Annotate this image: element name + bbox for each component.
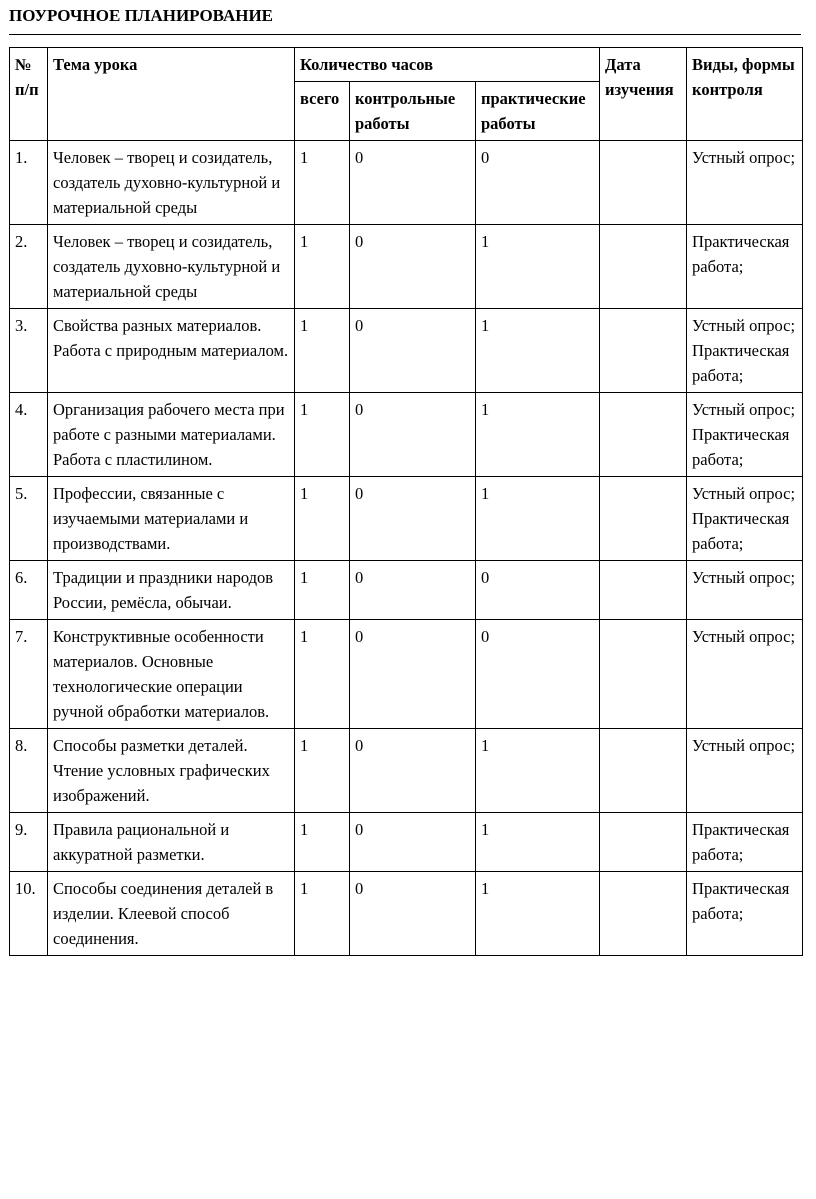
header-practical: практические работы xyxy=(476,82,600,141)
header-topic: Тема урока xyxy=(48,48,295,141)
cell-practical: 1 xyxy=(476,225,600,309)
header-row xyxy=(10,48,803,82)
table-row xyxy=(10,393,803,477)
cell-num: 5. xyxy=(10,477,48,561)
cell-total: 1 xyxy=(295,477,350,561)
cell-topic: Свойства разных материалов. Работа с природным материалом. xyxy=(48,309,295,393)
cell-total: 1 xyxy=(295,393,350,477)
cell-practical: 1 xyxy=(476,393,600,477)
table-row xyxy=(10,477,803,561)
cell-total: 1 xyxy=(295,813,350,872)
cell-practical: 1 xyxy=(476,872,600,956)
cell-num: 7. xyxy=(10,620,48,729)
cell-date xyxy=(600,141,687,225)
cell-total: 1 xyxy=(295,225,350,309)
cell-topic: Конструктивные особенности материалов. Основные технологические операции ручной обработки материалов. xyxy=(48,620,295,729)
cell-practical: 1 xyxy=(476,477,600,561)
cell-date xyxy=(600,309,687,393)
cell-date xyxy=(600,393,687,477)
cell-num: 4. xyxy=(10,393,48,477)
cell-topic: Организация рабочего места при работе с разными материалами. Работа с пластилином. xyxy=(48,393,295,477)
cell-form: Практическая работа; xyxy=(687,225,803,309)
cell-date xyxy=(600,561,687,620)
cell-topic: Профессии, связанные с изучаемыми материалами и производствами. xyxy=(48,477,295,561)
table-row xyxy=(10,813,803,872)
table-row xyxy=(10,141,803,225)
table-row xyxy=(10,620,803,729)
cell-num: 3. xyxy=(10,309,48,393)
table-row xyxy=(10,225,803,309)
cell-practical: 0 xyxy=(476,620,600,729)
cell-practical: 1 xyxy=(476,813,600,872)
cell-date xyxy=(600,225,687,309)
cell-control: 0 xyxy=(350,620,476,729)
cell-control: 0 xyxy=(350,225,476,309)
cell-form: Устный опрос; xyxy=(687,141,803,225)
table-row xyxy=(10,561,803,620)
header-date: Дата изучения xyxy=(600,48,687,141)
cell-num: 8. xyxy=(10,729,48,813)
cell-date xyxy=(600,872,687,956)
header-forms: Виды, формы контроля xyxy=(687,48,803,141)
cell-num: 1. xyxy=(10,141,48,225)
cell-num: 6. xyxy=(10,561,48,620)
cell-form: Устный опрос; Практическая работа; xyxy=(687,309,803,393)
cell-num: 10. xyxy=(10,872,48,956)
cell-practical: 1 xyxy=(476,729,600,813)
cell-control: 0 xyxy=(350,729,476,813)
cell-form: Устный опрос; xyxy=(687,729,803,813)
cell-form: Устный опрос; Практическая работа; xyxy=(687,477,803,561)
title-divider xyxy=(9,34,801,35)
cell-control: 0 xyxy=(350,393,476,477)
cell-form: Устный опрос; xyxy=(687,561,803,620)
cell-form: Устный опрос; xyxy=(687,620,803,729)
cell-date xyxy=(600,729,687,813)
cell-num: 9. xyxy=(10,813,48,872)
header-num: № п/п xyxy=(10,48,48,141)
cell-date xyxy=(600,813,687,872)
cell-total: 1 xyxy=(295,309,350,393)
cell-control: 0 xyxy=(350,141,476,225)
cell-control: 0 xyxy=(350,477,476,561)
cell-topic: Человек – творец и созидатель, создатель духовно-культурной и материальной среды xyxy=(48,225,295,309)
cell-practical: 0 xyxy=(476,561,600,620)
header-control: контрольные работы xyxy=(350,82,476,141)
cell-total: 1 xyxy=(295,729,350,813)
cell-form: Практическая работа; xyxy=(687,813,803,872)
table-row xyxy=(10,872,803,956)
cell-practical: 0 xyxy=(476,141,600,225)
cell-control: 0 xyxy=(350,309,476,393)
cell-total: 1 xyxy=(295,620,350,729)
page-title: ПОУРОЧНОЕ ПЛАНИРОВАНИЕ xyxy=(9,6,274,25)
cell-practical: 1 xyxy=(476,309,600,393)
table-row xyxy=(10,309,803,393)
cell-form: Практическая работа; xyxy=(687,872,803,956)
cell-date xyxy=(600,477,687,561)
cell-topic: Человек – творец и созидатель, создатель духовно-культурной и материальной среды xyxy=(48,141,295,225)
cell-date xyxy=(600,620,687,729)
header-hours: Количество часов xyxy=(295,48,600,82)
cell-num: 2. xyxy=(10,225,48,309)
cell-topic: Способы разметки деталей. Чтение условных графических изображений. xyxy=(48,729,295,813)
lesson-plan-table xyxy=(9,47,803,956)
cell-form: Устный опрос; Практическая работа; xyxy=(687,393,803,477)
cell-control: 0 xyxy=(350,561,476,620)
cell-control: 0 xyxy=(350,813,476,872)
cell-total: 1 xyxy=(295,141,350,225)
cell-total: 1 xyxy=(295,872,350,956)
cell-control: 0 xyxy=(350,872,476,956)
table-row xyxy=(10,729,803,813)
header-total: всего xyxy=(295,82,350,141)
cell-total: 1 xyxy=(295,561,350,620)
cell-topic: Правила рациональной и аккуратной разметки. xyxy=(48,813,295,872)
cell-topic: Способы соединения деталей в изделии. Клеевой способ соединения. xyxy=(48,872,295,956)
cell-topic: Традиции и праздники народов России, ремёсла, обычаи. xyxy=(48,561,295,620)
